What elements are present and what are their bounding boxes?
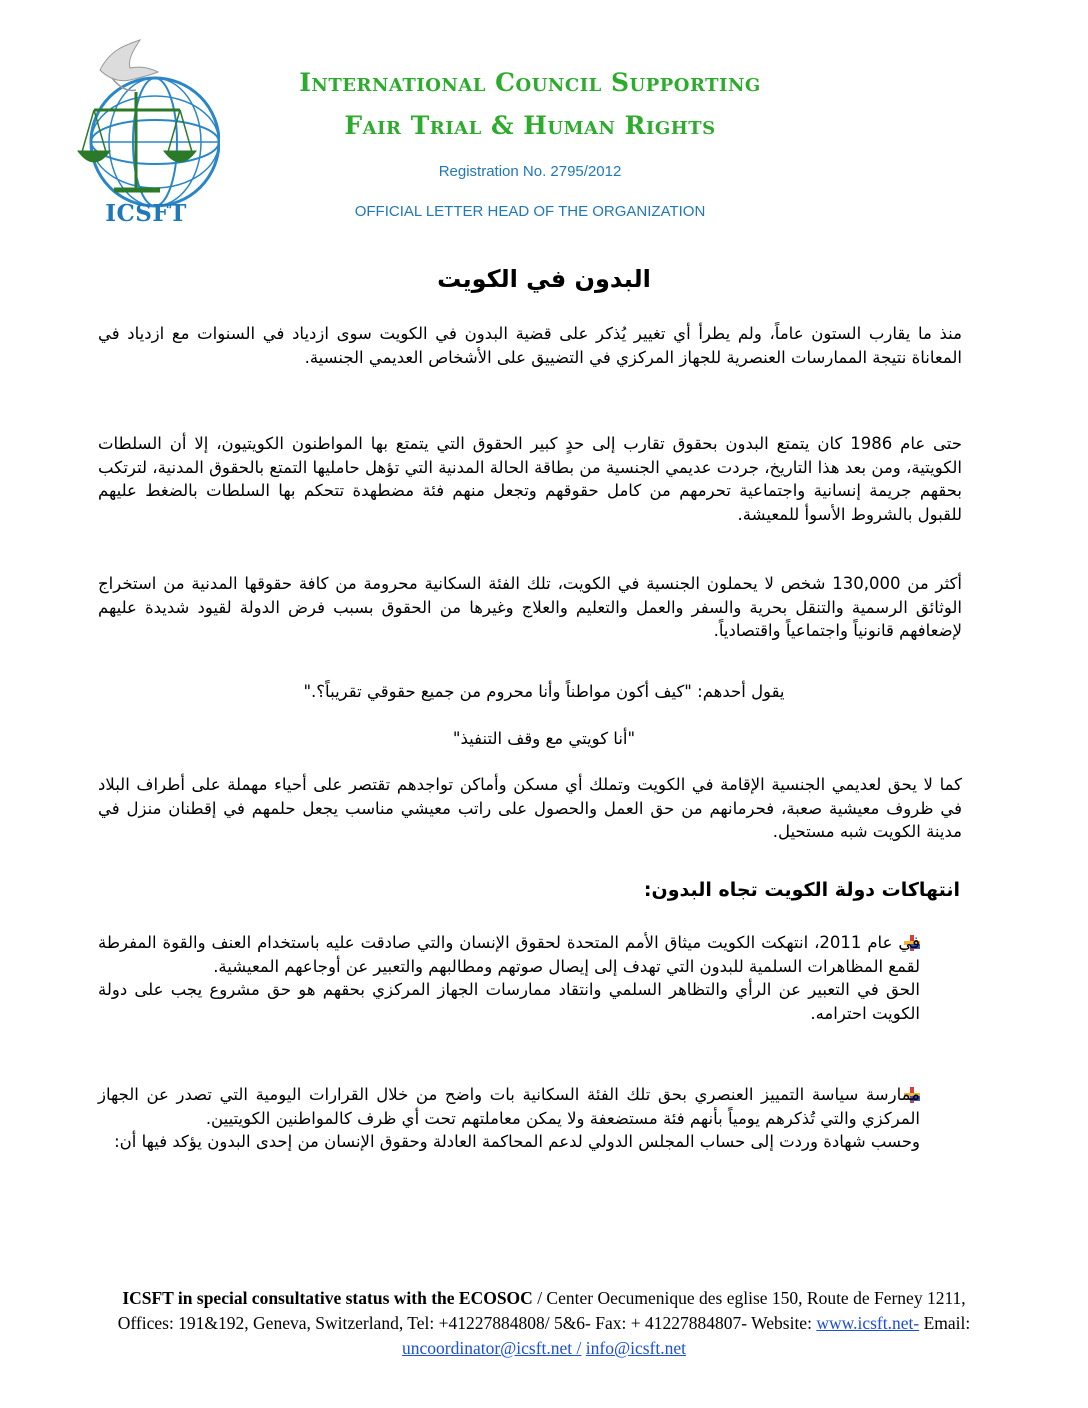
paragraph-2: حتى عام 1986 كان يتمتع البدون بحقوق تقارب إلى حدٍ كبير الحقوق التي يتمتع بها المواطنون الكويتيون، إلا أن السلطات الكويتية، ومن بعد هذا التاريخ، جردت عديمي الجنسية من بطاقة الحالة المدنية التي تؤهل حامليها التمتع بالحقوق المدنية، لترتكب بحقهم جريمة إنسانية واجتماعية تحرمهم من كامل حقوقهم وتجعل منهم فئة مضطهدة تتحكم بها السلطات بالضغط عليهم للقبول بالشروط الأسوأ للمعيشة. <box>98 434 962 525</box>
quote-2: "أنا كويتي مع وقف التنفيذ" <box>452 729 636 748</box>
paragraph-4: كما لا يحق لعديمي الجنسية الإقامة في الكويت وتملك أي مسكن وأماكن تواجدهم تقتصر على أحياء مهملة على أطراف البلاد في ظروف معيشية صعبة، فحرمانهم من حق العمل والحصول على راتب معيشي مناسب يجعل حلمهم في إقطنان منزل في مدينة الكويت شبه مستحيل. <box>98 775 962 842</box>
document-title: البدون في الكويت <box>437 265 651 293</box>
bullet-item-1 <box>98 931 920 1026</box>
bullet-item-1-text: في عام 2011، انتهكت الكويت ميثاق الأمم المتحدة لحقوق الإنسان والتي صادقت عليه باستخدام العنف والقوة المفرطة لقمع المظاهرات السلمية للبدون التي تهدف إلى إيصال صوتهم ومطالبهم والتعبير عن أوجاعهم المعيشية. <box>98 933 920 976</box>
organization-name-line-2: Fair Trial & Human Rights <box>344 111 716 140</box>
globe-icon <box>91 78 219 206</box>
bullet-item-1-continuation: الحق في التعبير عن الرأي والتظاهر السلمي وانتقاد ممارسات الجهاز المركزي بحقهم هو حق مشروع يجب على دولة الكويت احترامه. <box>98 980 920 1024</box>
organization-name-line-1: International Council Supporting <box>299 68 761 97</box>
footer-email-link-1[interactable]: uncoordinator@icsft.net / <box>402 1338 582 1358</box>
footer-website-link[interactable]: www.icsft.net- <box>816 1313 920 1333</box>
paragraph-3: أكثر من 130,000 شخص لا يحملون الجنسية في الكويت، تلك الفئة السكانية محرومة من كافة حقوقها المدنية من استخراج الوثائق الرسمية والتنقل بحرية والسفر والعمل والتعليم والعلاج وغيرها من الحقوق بسبب فرض الدولة لقيود شديدة عليهم لإضعافهم قانونياً واجتماعياً واقتصادياً. <box>98 574 962 641</box>
footer-email-label: Email: <box>919 1313 971 1333</box>
logo-text: ICSFT <box>105 200 187 227</box>
letterhead-label: OFFICIAL LETTER HEAD OF THE ORGANIZATION <box>354 203 706 220</box>
footer-email-link-2[interactable]: info@icsft.net <box>585 1338 686 1358</box>
registration-number: Registration No. 2795/2012 <box>438 163 622 180</box>
bullet-item-2 <box>98 1083 920 1154</box>
bullet-item-2-text: ممارسة سياسة التمييز العنصري بحق تلك الفئة السكانية بات واضح من خلال القرارات اليومية التي تصدر عن الجهاز المركزي والتي تُذكرهم يومياً بأنهم فئة مستضعفة ولا يمكن معاملتهم تحت أي ظرف كالمواطنين الكويتيين. <box>98 1085 920 1128</box>
section-heading: انتهاكات دولة الكويت تجاه البدون: <box>643 879 960 901</box>
paragraph-1: منذ ما يقارب الستون عاماً، ولم يطرأ أي تغيير يُذكر على قضية البدون في الكويت سوى ازدياد في السنوات مع ازدياد في المعاناة نتيجة الممارسات العنصرية للجهاز المركزي في التضييق على الأشخاص العديمي الجنسية. <box>98 324 962 367</box>
footer-status: ICSFT in special consultative status with the ECOSOC <box>122 1288 533 1308</box>
quote-1: يقول أحدهم: "كيف أكون مواطناً وأنا محروم من جميع حقوقي تقريباً؟." <box>303 682 785 701</box>
bullet-item-2-continuation: وحسب شهادة وردت إلى حساب المجلس الدولي لدعم المحاكمة العادلة وحقوق الإنسان من إحدى البدون يؤكد فيها أن: <box>114 1132 920 1152</box>
footer <box>100 1286 988 1361</box>
footer-address: / Center Oecumenique des eglise 150, Route de Ferney 1211, Offices: 191&192, Geneva, Switzerland, Tel: +41227884808/ 5&6- Fax: + 41227884807- Website: <box>117 1288 966 1333</box>
